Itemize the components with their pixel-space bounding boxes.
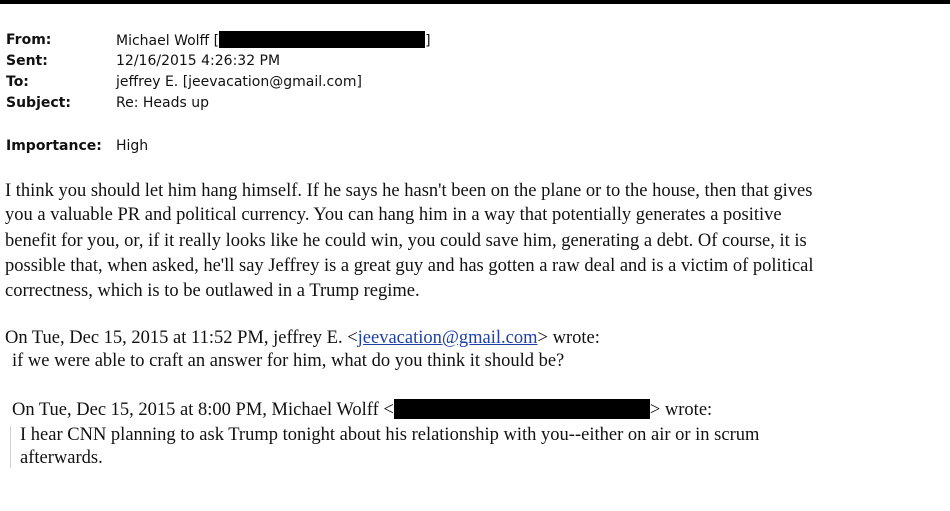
from-label: From: [6, 32, 52, 48]
quote1-text: if we were able to craft an answer for him, what do you think it should be? [12, 351, 565, 371]
body-line: you a valuable PR and political currency. You can hang him in a way that potentially generates a positive [5, 205, 782, 225]
header-to-row [6, 73, 906, 91]
quote2-line: afterwards. [20, 448, 103, 468]
body-line: possible that, when asked, he'll say Jeffrey is a great guy and has gotten a raw deal and is a victim of political [5, 256, 814, 276]
quote2-intro-suffix: > wrote: [649, 400, 713, 420]
sent-label: Sent: [6, 53, 48, 69]
redaction-block [394, 399, 650, 419]
to-label: To: [6, 74, 29, 90]
quote1-intro-prefix: On Tue, Dec 15, 2015 at 11:52 PM, jeffrey E. < [5, 328, 358, 348]
from-value [116, 31, 431, 50]
redaction-block [219, 31, 425, 48]
quote2-intro [12, 398, 712, 422]
header-from-row [6, 31, 906, 49]
body-line: I think you should let him hang himself. If he says he hasn't been on the plane or to the house, then that gives [5, 181, 813, 201]
importance-value: High [116, 138, 149, 154]
importance-label: Importance: [6, 138, 102, 154]
quote2-line: I hear CNN planning to ask Trump tonight about his relationship with you--either on air or in scrum [20, 425, 760, 445]
header-sent-row [6, 52, 906, 70]
header-subject-row [6, 94, 906, 112]
from-sender: Michael Wolff [ [116, 33, 220, 49]
quote1-intro-suffix: > wrote: [537, 328, 600, 348]
quote1-intro [5, 326, 600, 350]
sent-value: 12/16/2015 4:26:32 PM [116, 53, 281, 69]
to-value: jeffrey E. [jeevacation@gmail.com] [116, 74, 362, 90]
quote-bar [10, 426, 11, 468]
header-importance-row [6, 137, 906, 155]
subject-value: Re: Heads up [116, 95, 209, 111]
from-close-bracket: ] [425, 33, 431, 49]
body-line: benefit for you, or, if it really looks like he could win, you could save him, generating a debt. Of course, it is [5, 231, 807, 251]
top-border [0, 0, 950, 4]
email-link[interactable]: jeevacation@gmail.com [357, 328, 538, 348]
subject-label: Subject: [6, 95, 71, 111]
quote2-intro-prefix: On Tue, Dec 15, 2015 at 8:00 PM, Michael Wolff < [12, 400, 394, 420]
body-line: correctness, which is to be outlawed in a Trump regime. [5, 281, 420, 301]
